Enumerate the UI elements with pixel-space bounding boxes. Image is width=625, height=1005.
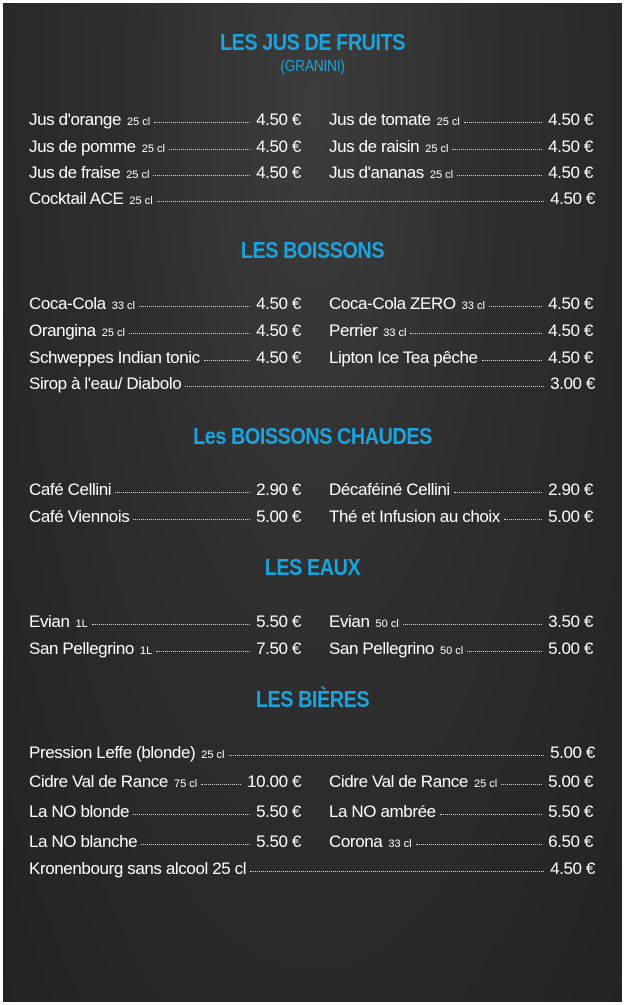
dot-leader (504, 519, 542, 520)
dot-leader (129, 333, 250, 334)
dot-leader (133, 519, 250, 520)
item-name: Cocktail ACE (29, 189, 124, 208)
menu-item (329, 769, 593, 795)
menu-item (29, 371, 595, 397)
item-price: 4.50 € (256, 321, 301, 340)
menu-item (329, 799, 593, 825)
dot-leader (139, 306, 250, 307)
menu-item (29, 636, 301, 662)
item-name: Perrier (329, 321, 378, 340)
item-name: Jus de fraise (29, 163, 121, 182)
item-price: 4.50 € (548, 348, 593, 367)
menu-item (29, 318, 301, 344)
item-price: 5.50 € (256, 832, 301, 851)
item-name: Corona (329, 832, 383, 851)
item-name: Coca-Cola ZERO (329, 294, 456, 313)
item-price: 4.50 € (548, 137, 593, 156)
dot-leader (92, 624, 250, 625)
item-name: Lipton Ice Tea pêche (329, 348, 478, 367)
item-price: 4.50 € (256, 294, 301, 313)
item-price: 4.50 € (548, 321, 593, 340)
item-name: Schweppes Indian tonic (29, 348, 200, 367)
item-size: 25 cl (127, 116, 151, 128)
item-price: 4.50 € (256, 163, 301, 182)
item-price: 7.50 € (256, 639, 301, 658)
section-subtitle-jus: (GRANINI) (280, 58, 345, 75)
item-size: 50 cl (375, 618, 399, 630)
item-size: 50 cl (439, 645, 464, 657)
menu-item (329, 504, 593, 530)
item-size: 1L (75, 618, 88, 630)
item-size: 33 cl (461, 300, 485, 312)
item-price: 6.50 € (548, 832, 593, 851)
menu-item (29, 609, 301, 635)
item-price: 4.50 € (548, 110, 593, 129)
menu-item (29, 740, 595, 766)
item-name: Pression Leffe (blonde) (29, 743, 196, 762)
item-name: Jus de pomme (29, 137, 136, 156)
item-size: 33 cl (388, 838, 412, 850)
item-name: Cidre Val de Rance (29, 772, 168, 791)
menu-item (29, 107, 301, 133)
dot-leader (169, 149, 250, 150)
item-price: 5.50 € (256, 612, 301, 631)
item-name: San Pellegrino (29, 639, 134, 658)
item-price: 10.00 € (247, 772, 301, 791)
item-name: Evian (329, 612, 370, 631)
menu-item (29, 186, 595, 212)
dot-leader (133, 814, 250, 815)
section-title-eaux: LES EAUX (264, 554, 361, 580)
item-price: 4.50 € (256, 348, 301, 367)
item-price: 5.00 € (548, 507, 593, 526)
dot-leader (185, 386, 544, 387)
item-size: 25 cl (473, 778, 498, 790)
item-size: 25 cl (129, 195, 153, 207)
section-title-boissons: LES BOISSONS (240, 237, 385, 263)
dot-leader (489, 306, 542, 307)
item-price: 3.00 € (550, 374, 595, 393)
menu-item (29, 769, 301, 795)
item-name: Décaféiné Cellini (329, 480, 450, 499)
dot-leader (157, 201, 544, 202)
item-name: Coca-Cola (29, 294, 106, 313)
menu-board (3, 3, 622, 1002)
menu-item (329, 609, 593, 635)
dot-leader (464, 122, 542, 123)
item-price: 4.50 € (548, 163, 593, 182)
item-size: 25 cl (425, 143, 449, 155)
item-price: 5.00 € (550, 743, 595, 762)
dot-leader (204, 360, 250, 361)
item-name: Thé et Infusion au choix (329, 507, 500, 526)
menu-item (29, 799, 301, 825)
menu-item (29, 829, 301, 855)
dot-leader (153, 175, 250, 176)
item-name: Jus de raisin (329, 137, 420, 156)
menu-item (329, 160, 593, 186)
menu-item (29, 345, 301, 371)
menu-item (329, 636, 593, 662)
item-name: Sirop à l'eau/ Diabolo (29, 374, 182, 393)
item-name: Kronenbourg sans alcool 25 cl (29, 859, 247, 878)
dot-leader (229, 755, 545, 756)
item-size: 25 cl (141, 143, 165, 155)
dot-leader (410, 333, 542, 334)
dot-leader (141, 844, 250, 845)
item-size: 33 cl (383, 327, 407, 339)
item-size: 1L (139, 645, 153, 657)
item-price: 5.50 € (256, 802, 301, 821)
dot-leader (457, 175, 542, 176)
item-price: 3.50 € (548, 612, 593, 631)
item-price: 5.00 € (548, 639, 593, 658)
dot-leader (501, 784, 542, 785)
item-size: 75 cl (173, 778, 198, 790)
dot-leader (250, 871, 544, 872)
menu-item (329, 134, 593, 160)
item-size: 25 cl (429, 169, 454, 181)
item-name: Jus d'orange (29, 110, 122, 129)
dot-leader (482, 360, 543, 361)
item-name: Jus d'ananas (329, 163, 424, 182)
menu-item (29, 160, 301, 186)
item-size: 25 cl (436, 116, 460, 128)
menu-item (29, 856, 595, 882)
item-price: 4.50 € (548, 294, 593, 313)
item-price: 4.50 € (550, 859, 595, 878)
item-price: 2.90 € (256, 480, 301, 499)
item-price: 5.00 € (548, 772, 593, 791)
menu-item (29, 134, 301, 160)
item-size: 33 cl (111, 300, 135, 312)
item-name: La NO blonde (29, 802, 130, 821)
dot-leader (201, 784, 241, 785)
menu-item (329, 291, 593, 317)
menu-item (29, 291, 301, 317)
item-name: Café Viennois (29, 507, 130, 526)
menu-item (329, 829, 593, 855)
dot-leader (454, 492, 542, 493)
item-price: 5.00 € (256, 507, 301, 526)
dot-leader (115, 492, 250, 493)
item-price: 5.50 € (548, 802, 593, 821)
menu-item (29, 477, 301, 503)
dot-leader (440, 814, 542, 815)
menu-item (329, 318, 593, 344)
menu-item (329, 477, 593, 503)
dot-leader (416, 844, 543, 845)
section-title-chaudes: Les BOISSONS CHAUDES (193, 423, 432, 449)
menu-item (329, 345, 593, 371)
item-price: 4.50 € (256, 110, 301, 129)
item-price: 4.50 € (550, 189, 595, 208)
dot-leader (467, 651, 542, 652)
item-price: 2.90 € (548, 480, 593, 499)
item-name: La NO ambrée (329, 802, 436, 821)
item-size: 25 cl (101, 327, 125, 339)
section-title-jus: LES JUS DE FRUITS (219, 29, 406, 55)
menu-item (29, 504, 301, 530)
dot-leader (452, 149, 542, 150)
item-name: Cidre Val de Rance (329, 772, 468, 791)
item-name: Evian (29, 612, 70, 631)
dot-leader (403, 624, 542, 625)
item-name: Jus de tomate (329, 110, 431, 129)
item-name: Café Cellini (29, 480, 112, 499)
item-name: Orangina (29, 321, 96, 340)
item-size: 25 cl (201, 749, 225, 761)
item-name: San Pellegrino (329, 639, 434, 658)
item-name: La NO blanche (29, 832, 138, 851)
dot-leader (156, 651, 250, 652)
dot-leader (154, 122, 250, 123)
item-price: 4.50 € (256, 137, 301, 156)
menu-item (329, 107, 593, 133)
item-size: 25 cl (126, 169, 150, 181)
section-title-bieres: LES BIÈRES (255, 686, 370, 712)
